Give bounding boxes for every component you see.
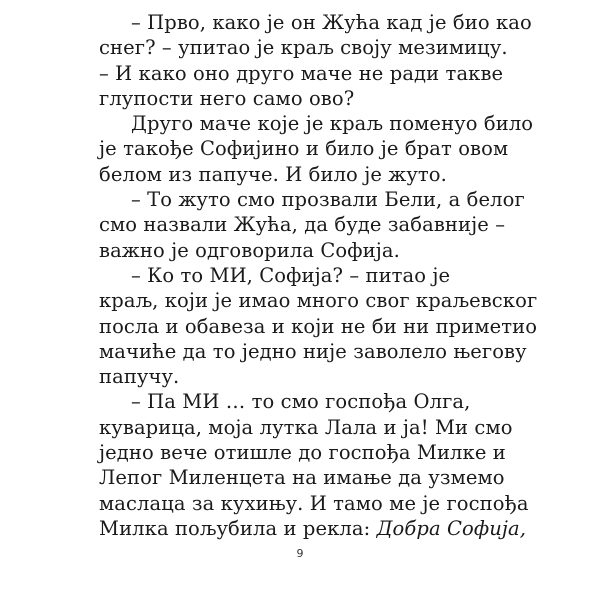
- text-line: мачиће да то једно није заволело његову: [99, 339, 527, 363]
- text-line: – Прво, како је он Жућа кад је био као: [131, 11, 532, 34]
- text-line: Друго маче које је краљ поменуо било: [131, 112, 534, 136]
- last-line-regular: Милка пољубила и рекла:: [99, 516, 377, 540]
- text-line: глупости него само ово?: [99, 86, 355, 110]
- text-line: смо назвали Жућа, да буде забавније –: [99, 213, 506, 237]
- text-line: папучу.: [99, 365, 180, 389]
- text-line: једно вече отишле до госпођа Милке и: [99, 441, 506, 465]
- page-number: 9: [296, 547, 304, 560]
- text-line: – И како оно друго маче не ради такве: [99, 61, 504, 85]
- text-line: – Па МИ … то смо госпођа Олга,: [131, 390, 471, 414]
- text-line: Лепог Миленцета на имање да узмемо: [99, 466, 505, 490]
- body-text: [99, 10, 538, 541]
- text-line-last: [99, 516, 527, 541]
- text-line: – Ко то МИ, Софија? – питао је: [131, 263, 451, 287]
- text-line: – То жуто смо прозвали Бели, а белог: [131, 188, 525, 212]
- text-line: посла и обавеза и који не би ни приметио: [99, 314, 538, 338]
- text-line: маслаца за кухињу. И тамо ме је госпођа: [99, 491, 529, 515]
- text-line: важно је одговорила Софија.: [99, 238, 400, 262]
- text-line: је такође Софијино и било је брат овом: [99, 137, 509, 161]
- last-line-italic: Добра Софија,: [376, 516, 527, 540]
- text-line: белом из папуче. И било је жуто.: [99, 162, 447, 186]
- text-line: краљ, који је имао много свог краљевског: [99, 289, 538, 313]
- text-line: снег? – упитао је краљ своју мезимицу.: [99, 36, 508, 60]
- text-line: куварица, моја лутка Лала и ја! Ми смо: [99, 415, 513, 439]
